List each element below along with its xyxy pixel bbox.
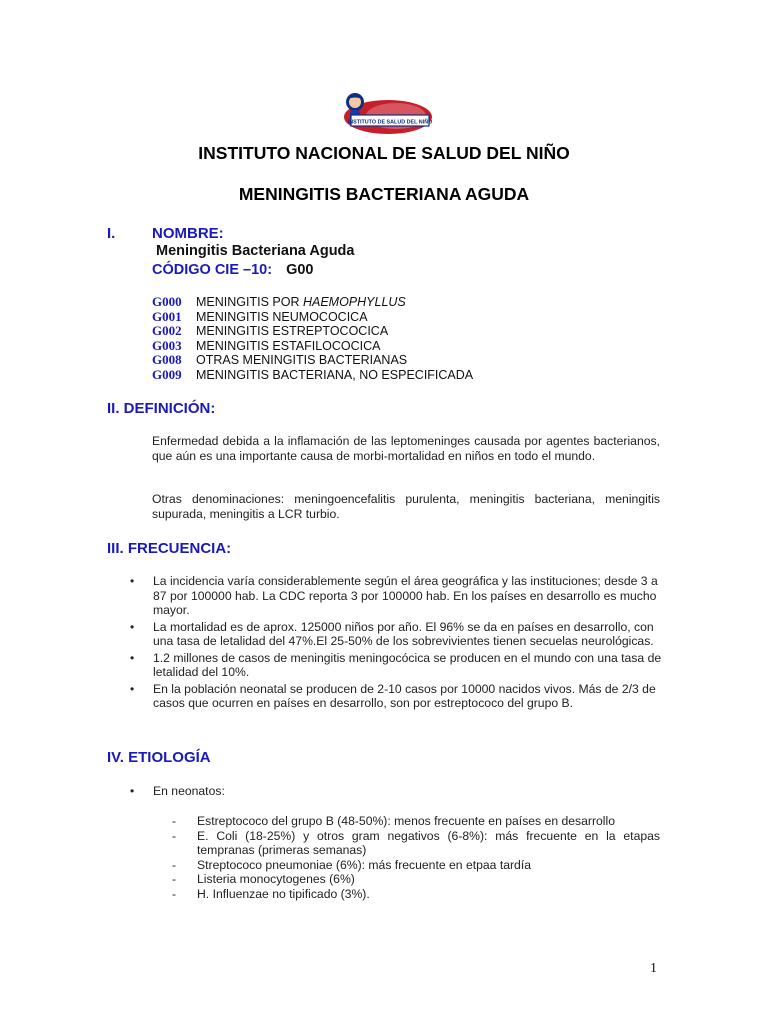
section-nombre-number: I.: [107, 225, 116, 242]
code-label: MENINGITIS ESTREPTOCOCICA: [196, 324, 389, 339]
list-item: [120, 682, 668, 711]
code-row: [152, 323, 388, 339]
list-item-text: En la población neonatal se producen de 2-10 casos por 10000 nacidos vivos. Más de 2/3 de casos que ocurren en países en desarrollo, son por estreptococo del grupo B.: [153, 681, 656, 710]
list-item: [120, 620, 668, 649]
code-id: G008: [152, 352, 182, 368]
cie-code-line: [152, 261, 313, 279]
code-row: [152, 367, 473, 383]
dash-icon: -: [172, 814, 177, 828]
list-item-text: Streptococo pneumoniae (6%): más frecuente en etpaa tardía: [197, 857, 532, 872]
definition-paragraph-2: Otras denominaciones: meningoencefalitis purulenta, meningitis bacteriana, meningitis supurada, meningitis a LCR turbio.: [152, 492, 660, 521]
etiologia-list: [120, 784, 668, 801]
dash-icon: -: [172, 886, 177, 901]
code-row: [152, 309, 368, 325]
section-nombre-heading: NOMBRE:: [152, 225, 224, 242]
code-label: MENINGITIS POR: [196, 295, 303, 309]
code-label-italic: HAEMOPHYLLUS: [302, 295, 406, 309]
dash-icon: -: [172, 872, 177, 886]
list-item: [172, 872, 660, 887]
code-row: [152, 352, 407, 368]
dash-icon: -: [172, 828, 177, 843]
bullet-icon: •: [130, 574, 135, 588]
list-item: [172, 829, 660, 858]
code-label: OTRAS MENINGITIS BACTERIANAS: [196, 353, 408, 368]
code-id: G009: [152, 367, 182, 382]
list-item-text: E. Coli (18-25%) y otros gram negativos (6-8%): más frecuente en la etapas tempranas (primeras semanas): [197, 828, 660, 857]
code-row: [152, 338, 381, 354]
institution-title: INSTITUTO NACIONAL DE SALUD DEL NIÑO: [198, 143, 570, 163]
bullet-icon: •: [130, 650, 135, 665]
code-id: G001: [152, 308, 182, 324]
document-title: MENINGITIS BACTERIANA AGUDA: [238, 184, 530, 204]
code-label: MENINGITIS ESTAFILOCOCICA: [196, 338, 381, 353]
list-item-text: La incidencia varía considerablemente según el área geográfica y las instituciones; desde 3 a 87 por 100000 hab. La CDC reporta 3 por 100000 hab. En los países en desarrollo es mucho mayor.: [153, 574, 658, 617]
section-etiologia-heading: IV. ETIOLOGÍA: [107, 749, 211, 766]
bullet-icon: •: [130, 681, 135, 696]
list-item: [120, 574, 668, 618]
bullet-icon: •: [130, 784, 135, 798]
definition-paragraph-1: Enfermedad debida a la inflamación de las leptomeninges causada por agentes bacterianos, que aún es una importante causa de morbi-mortalidad en niños en todo el mundo.: [152, 434, 660, 463]
list-item-text: H. Influenzae no tipificado (3%).: [197, 886, 370, 901]
disease-name: Meningitis Bacteriana Aguda: [156, 243, 355, 259]
dash-icon: -: [172, 857, 177, 872]
list-item: [172, 887, 660, 902]
list-item: [172, 858, 660, 873]
logo-text: INSTITUTO DE SALUD DEL NIÑO: [347, 119, 433, 126]
code-label: MENINGITIS NEUMOCOCICA: [196, 309, 368, 324]
list-item-text: 1.2 millones de casos de meningitis meningocócica se producen en el mundo con una tasa de letalidad del 10%.: [153, 650, 662, 679]
list-item-text: La mortalidad es de aprox. 125000 niños por año. El 96% se da en países en desarrollo, con una tasa de letalidad del 47%.El 25-50% de los sobrevivientes tienen secuelas neurológicas.: [153, 619, 654, 648]
code-id: G003: [152, 337, 182, 353]
list-item: [120, 651, 668, 680]
cie-value: G00: [286, 262, 314, 278]
code-label: MENINGITIS BACTERIANA, NO ESPECIFICADA: [196, 368, 474, 382]
list-item-text: Estreptococo del grupo B (48-50%): menos frecuente en países en desarrollo: [197, 814, 615, 828]
code-id: G000: [152, 294, 182, 309]
list-item: [172, 814, 660, 829]
code-row: [152, 294, 406, 310]
institute-logo: [338, 90, 434, 136]
cie-label: CÓDIGO CIE –10:: [152, 262, 273, 278]
page-number: 1: [650, 961, 657, 976]
bullet-icon: •: [130, 619, 135, 634]
code-id: G002: [152, 323, 182, 339]
list-item-text: Listeria monocytogenes (6%): [197, 872, 355, 886]
list-item: [120, 784, 668, 799]
section-frecuencia-heading: III. FRECUENCIA:: [107, 540, 232, 557]
list-item-text: En neonatos:: [153, 784, 225, 798]
etiologia-neonatal-list: [172, 814, 660, 901]
frecuencia-list: [120, 574, 668, 713]
section-definicion-heading: II. DEFINICIÓN:: [107, 400, 216, 417]
